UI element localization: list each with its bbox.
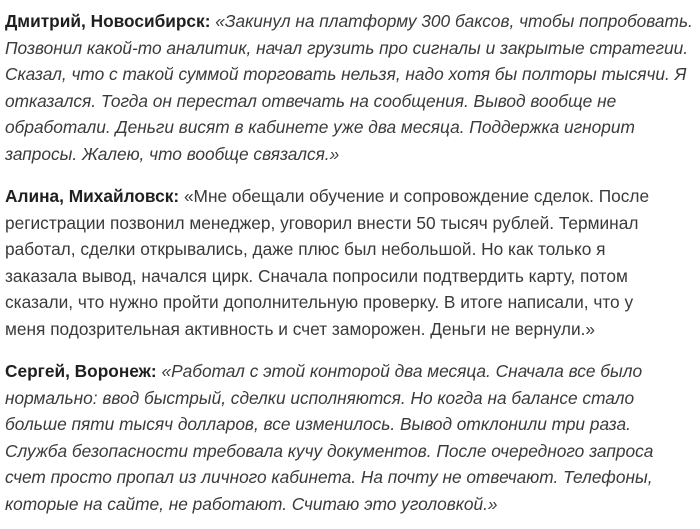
review-author: Дмитрий, Новосибирск: — [5, 11, 211, 31]
review-line: Служба безопасности требовала кучу документов. После очередного запроса — [5, 440, 654, 461]
review-alina — [5, 183, 700, 342]
review-line: больше пяти тысяч долларов, все изменилось. Вывод отклонили три раза. — [5, 414, 631, 434]
review-line: запросы. Жалею, что вообще связался.» — [5, 143, 340, 164]
review-author: Сергей, Воронеж: — [5, 361, 157, 381]
review-text: «Закинул на платформу 300 баксов, чтобы попробовать. — [215, 11, 693, 31]
review-text: «Работал с этой конторой два месяца. Сначала все было — [161, 361, 643, 381]
review-line — [5, 183, 700, 210]
review-line: заказала вывод, начался цирк. Сначала попросили подтвердить карту, потом — [5, 265, 628, 286]
review-line: Позвонил какой-то аналитик, начал грузить про сигналы и закрытые стратегии. — [5, 37, 689, 58]
review-text: «Мне обещали обучение и сопровождение сделок. После — [183, 186, 650, 206]
review-line: обработали. Деньги висят в кабинете уже два месяца. Поддержка игнорит — [5, 117, 635, 137]
review-line: счет просто пропал из личного кабинета. На почту не отвечают. Телефоны, — [5, 467, 653, 487]
review-line: работал, сделки открывались, даже плюс был небольшой. Но как только я — [5, 239, 606, 259]
review-line: регистрации позвонил менеджер, уговорил внести 50 тысяч рублей. Терминал — [5, 212, 639, 233]
review-line: которые на сайте, не работают. Считаю это уголовкой.» — [5, 493, 498, 514]
review-line — [5, 8, 700, 35]
review-line: отказался. Тогда он перестал отвечать на сообщения. Вывод вообще не — [5, 90, 617, 111]
review-sergey — [5, 358, 700, 517]
review-line: меня подозрительная активность и счет заморожен. Деньги не вернули.» — [5, 318, 596, 339]
review-line: Сказал, что с такой суммой торговать нельзя, надо хотя бы полторы тысячи. Я — [5, 64, 687, 84]
review-dmitriy — [5, 8, 700, 167]
review-line: сказали, что нужно пройти дополнительную проверку. В итоге написали, что у — [5, 292, 634, 312]
review-line: нормально: ввод быстрый, сделки исполняются. Но когда на балансе стало — [5, 387, 635, 408]
review-line — [5, 358, 700, 385]
review-author: Алина, Михайловск: — [5, 186, 180, 206]
